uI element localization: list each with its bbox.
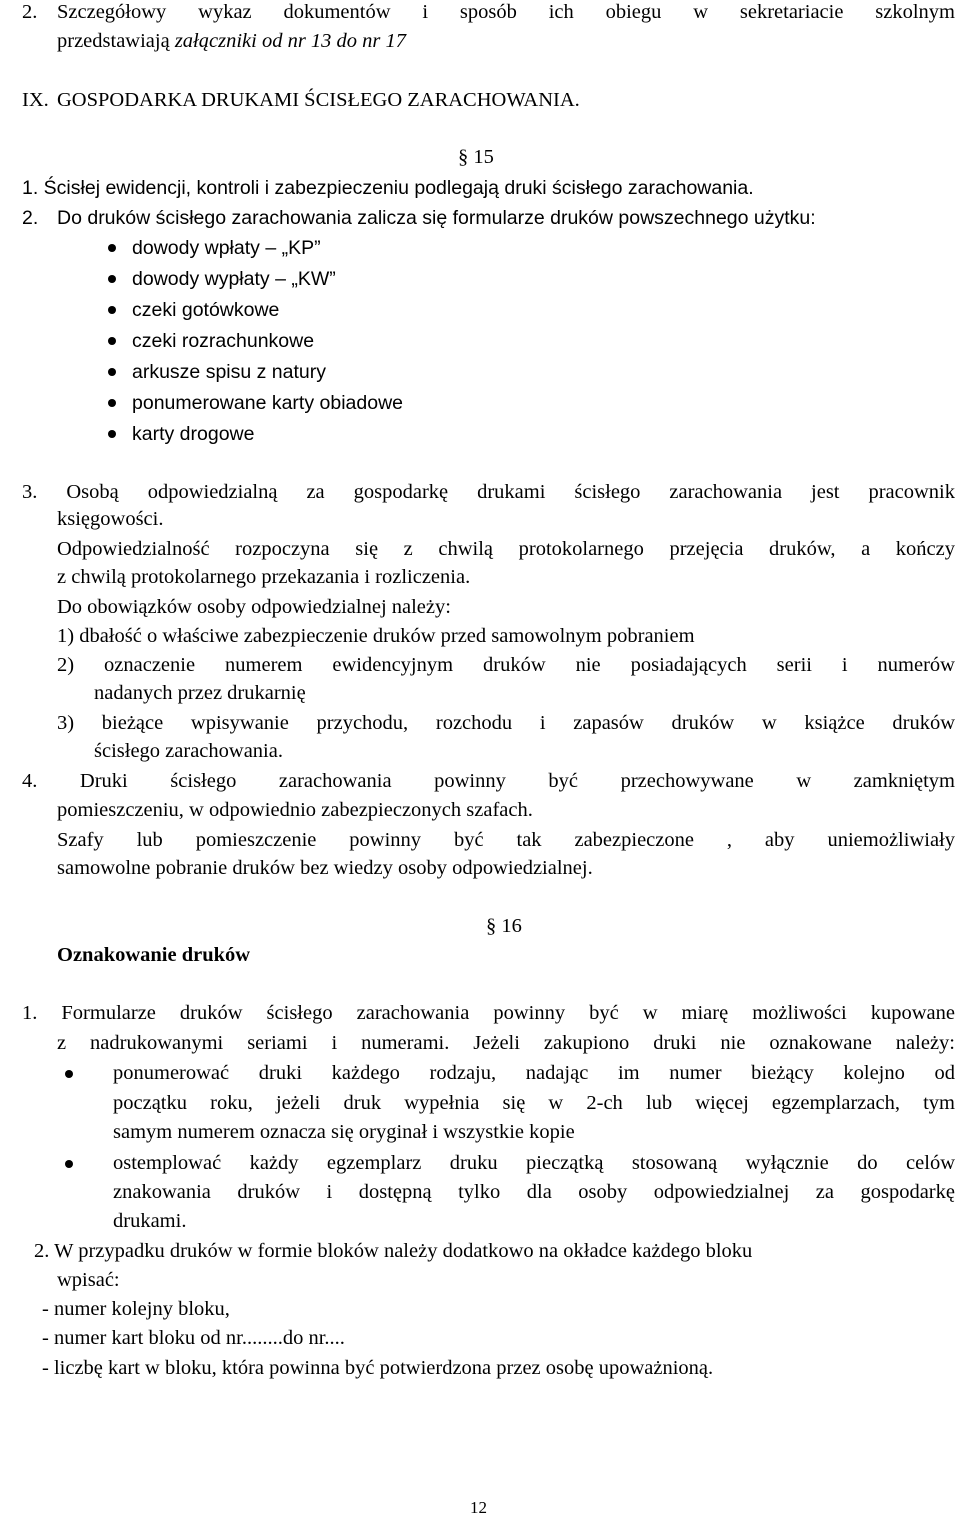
bullet-icon	[108, 430, 116, 438]
page-number: 12	[470, 1498, 487, 1517]
paragraph-line: 3. Osobą odpowiedzialną za gospodarkę drukami ścisłego zarachowania jest pracownik	[22, 481, 955, 503]
paragraph-line: z chwilą protokolarnego przekazania i rozliczenia.	[57, 566, 471, 588]
list-item: dowody wypłaty – „KW”	[132, 268, 336, 290]
list-item: ponumerowane karty obiadowe	[132, 392, 404, 414]
paragraph-line: pomieszczeniu, w odpowiednio zabezpieczonych szafach.	[57, 799, 533, 821]
list-item: dowody wpłaty – „KP”	[132, 237, 321, 259]
list-item: czeki rozrachunkowe	[132, 330, 315, 352]
paragraph-line: samym numerem oznacza się oryginał i wszystkie kopie	[113, 1121, 575, 1143]
paragraph-line: Szafy lub pomieszczenie powinny być tak zabezpieczone , aby uniemożliwiały	[57, 829, 955, 851]
paragraph-mark: § 16	[486, 915, 522, 937]
paragraph-line: księgowości.	[57, 508, 164, 530]
paragraph-mark: § 15	[458, 146, 494, 168]
bullet-icon	[108, 275, 116, 283]
bullet-icon	[65, 1160, 73, 1168]
bullet-icon	[108, 337, 116, 345]
list-item: Do druków ścisłego zarachowania zalicza się formularze druków powszechnego użytku:	[57, 207, 816, 229]
paragraph-line: początku roku, jeżeli druk wypełnia się w 2-ch lub więcej egzemplarzach, tym	[113, 1092, 955, 1114]
bullet-icon	[108, 399, 116, 407]
paragraph-line: Szczegółowy wykaz dokumentów i sposób ich obiegu w sekretariacie szkolnym	[57, 1, 955, 23]
paragraph-line: znakowania druków i dostępną tylko dla osoby odpowiedzialnej za gospodarkę	[113, 1181, 955, 1203]
paragraph-line: wpisać:	[57, 1269, 120, 1291]
paragraph-line: Do obowiązków osoby odpowiedzialnej należy:	[57, 596, 451, 618]
paragraph-line: z nadrukowanymi seriami i numerami. Jeżeli zakupiono druki nie oznakowane należy:	[57, 1032, 955, 1054]
paragraph-line: nadanych przez drukarnię	[94, 682, 306, 704]
paragraph-line: drukami.	[113, 1210, 187, 1232]
item-number: 2.	[22, 1, 38, 23]
list-item: - numer kart bloku od nr........do nr....	[42, 1327, 345, 1349]
paragraph-line: 2) oznaczenie numerem ewidencyjnym druków nie posiadających serii i numerów	[57, 654, 955, 676]
list-item: karty drogowe	[132, 423, 255, 445]
text-run: przedstawiają	[57, 30, 175, 52]
bullet-icon	[108, 306, 116, 314]
list-item: arkusze spisu z natury	[132, 361, 327, 383]
paragraph-line: ścisłego zarachowania.	[94, 740, 283, 762]
list-item: czeki gotówkowe	[132, 299, 280, 321]
italic-text-run: załączniki od nr 13 do nr 17	[174, 30, 407, 52]
paragraph-line: 1) dbałość o właściwe zabezpieczenie druków przed samowolnym pobraniem	[57, 625, 695, 647]
paragraph-line: 4. Druki ścisłego zarachowania powinny być przechowywane w zamkniętym	[22, 770, 955, 792]
list-item: - numer kolejny bloku,	[42, 1298, 230, 1320]
paragraph-line: samowolne pobranie druków bez wiedzy osoby odpowiedzialnej.	[57, 857, 593, 879]
bullet-icon	[108, 244, 116, 252]
paragraph-line: Odpowiedzialność rozpoczyna się z chwilą protokolarnego przejęcia druków, a kończy	[57, 538, 955, 560]
section-heading: Oznakowanie druków	[57, 944, 251, 966]
paragraph-line: ponumerować druki każdego rodzaju, nadając im numer bieżący kolejno od	[113, 1062, 955, 1084]
section-title: GOSPODARKA DRUKAMI ŚCISŁEGO ZARACHOWANIA.	[57, 89, 580, 111]
bullet-icon	[108, 368, 116, 376]
paragraph-line: ostemplować każdy egzemplarz druku pieczątką stosowaną wyłącznie do celów	[113, 1152, 955, 1174]
section-number: IX.	[22, 89, 49, 111]
paragraph-line: 3) bieżące wpisywanie przychodu, rozchodu i zapasów druków w książce druków	[57, 712, 955, 734]
paragraph-line: 2. W przypadku druków w formie bloków należy dodatkowo na okładce każdego bloku	[34, 1240, 753, 1262]
paragraph-line: 1. Formularze druków ścisłego zarachowania powinny być w miarę możliwości kupowane	[22, 1002, 955, 1024]
item-number: 2.	[22, 207, 39, 229]
paragraph-line	[57, 29, 406, 53]
bullet-icon	[65, 1070, 73, 1078]
list-item: 1. Ścisłej ewidencji, kontroli i zabezpieczeniu podlegają druki ścisłego zarachowania.	[22, 177, 754, 199]
list-item: - liczbę kart w bloku, która powinna być potwierdzona przez osobę upoważnioną.	[42, 1357, 714, 1379]
